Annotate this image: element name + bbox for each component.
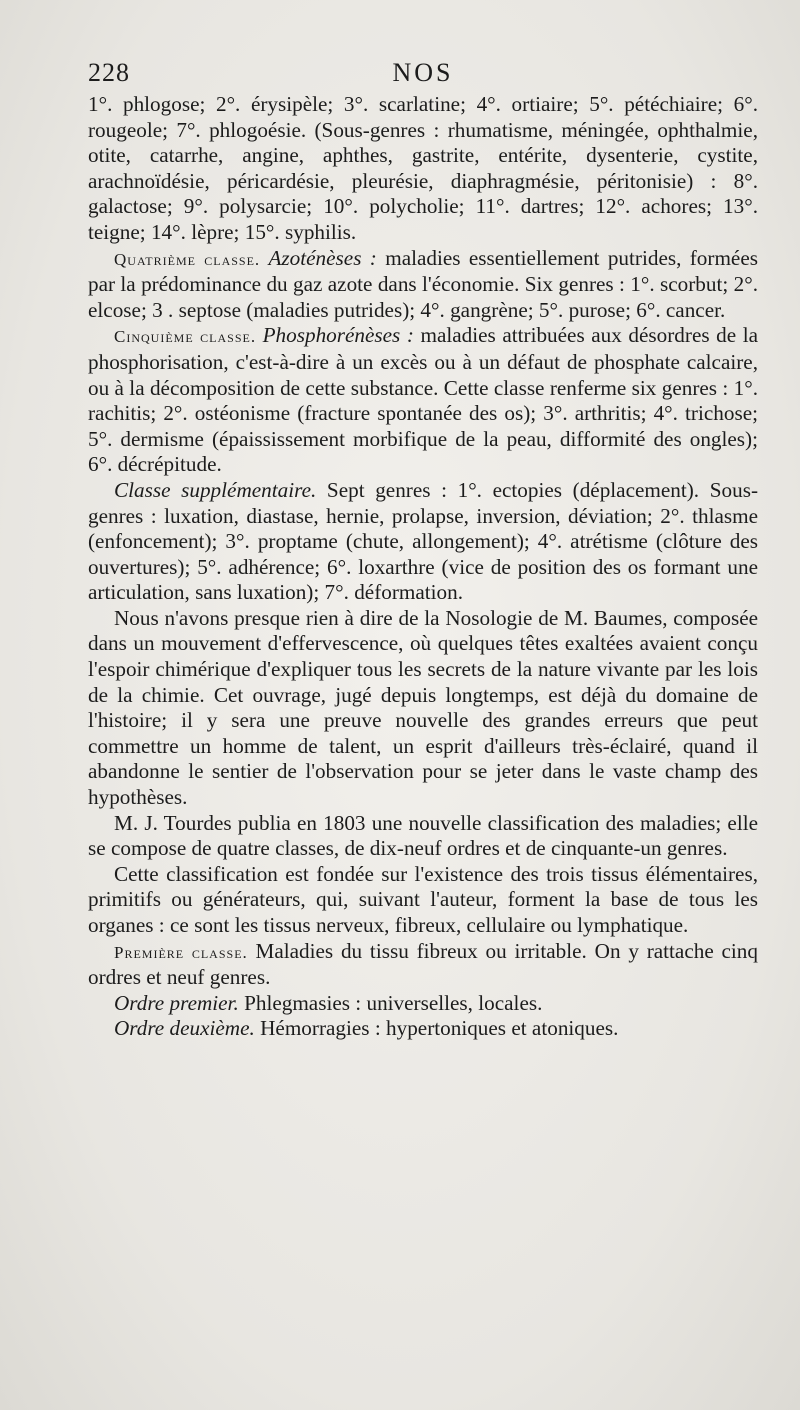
paragraph-text: Hémorragies : hypertoniques et atoniques. [260,1016,619,1041]
paragraph-genre-list [88,92,758,246]
paragraph-classification [88,862,758,939]
paragraph-classe-supplementaire [88,478,758,606]
class-name: Phosphorénèses : [262,323,421,348]
paragraph-text: Cette classification est fondée sur l'existence des trois tissus élémentaires, primitifs ou générateurs, qui, suivant l'auteur, forment la base de tous les organes : ce sont les tissus nerveux, fibreux, cellulaire ou lymphatique. [88,861,758,937]
class-label: Première classe. [114,942,256,962]
paragraph-text: maladies essentiellement putrides, formées par la prédominance du gaz azote dans l'économie. Six genres : 1°. scorbut; 2°. elcose; 3 . septose (maladies putrides); 4°. gangrène; 5°. purose; 6°. cancer. [88,245,758,322]
class-name: Azoténèses : [268,245,386,270]
paragraph-cinquieme-classe [88,323,758,478]
paragraph-text: M. J. Tourdes publia en 1803 une nouvelle classification des maladies; elle se compose de quatre classes, de dix-neuf ordres et de cinquante-un genres. [88,810,758,861]
paragraph-quatrieme-classe [88,246,758,324]
running-head: NOS [392,58,454,87]
paragraph-text: Phlegmasies : universelles, locales. [244,990,543,1015]
paragraph-text: Nous n'avons presque rien à dire de la Nosologie de M. Baumes, composée dans un mouvement d'effervescence, où quelques têtes exaltées avaient conçu l'espoir chimérique d'expliquer tous les secrets de la nature vivante par les lois de la chimie. Cet ouvrage, jugé depuis longtemps, est déjà du domaine de l'histoire; il y sera une preuve nouvelle des grandes erreurs que peut commettre un homme de talent, un esprit d'ailleurs très-éclairé, quand il abandonne le sentier de l'observation pour se jeter dans le vaste champ des hypothèses. [88,605,758,810]
paragraph-text: 1°. phlogose; 2°. érysipèle; 3°. scarlatine; 4°. ortiaire; 5°. pétéchiaire; 6°. rougeole; 7°. phlogoésie. (Sous-genres : rhumatisme, méningée, ophthalmie, otite, catarrhe, angine, aphthes, gastrite, entérite, dysenterie, cystite, arachnoïdésie, péricardésie, pleurésie, diaphragmésie, péritonisie) : 8°. galactose; 9°. polysarcie; 10°. polycholie; 11°. dartres; 12°. achores; 13°. teigne; 14°. lèpre; 15°. syphilis. [88,92,758,244]
body-text [88,92,758,1042]
paragraph-baumes [88,606,758,811]
page-header [88,58,758,92]
paragraph-premiere-classe [88,939,758,991]
paragraph-text: Sept genres : 1°. ectopies (déplacement). Sous-genres : luxation, diastase, hernie, prolapse, inversion, déviation; 2°. thlasme (enfoncement); 3°. proptame (chute, allongement); 4°. atrétisme (clôture des ouvertures); 5°. adhérence; 6°. loxarthre (vice de position des os formant une articulation, sans luxation); 7°. déformation. [88,477,759,605]
page-number: 228 [88,58,130,87]
order-name: Ordre premier. [114,990,245,1015]
paragraph-text: maladies attribuées aux désordres de la phosphorisation, c'est-à-dire à un excès ou à un défaut de phosphate calcaire, ou à la décomposition de cette substance. Cette classe renferme six genres : 1°. rachitis; 2°. ostéonisme (fracture spontanée des os); 3°. arthritis; 4°. trichose; 5°. dermisme (épaississement morbifique de la peau, difformité des ongles); 6°. décrépitude. [88,323,758,477]
class-label: Quatrième classe. [114,249,269,269]
paragraph-tourdes [88,811,758,862]
paragraph-text: Maladies du tissu fibreux ou irritable. On y rattache cinq ordres et neuf genres. [88,938,758,990]
class-name: Classe supplémentaire. [114,477,327,502]
paragraph-ordre-deuxieme [88,1016,758,1042]
paragraph-ordre-premier [88,991,758,1017]
order-name: Ordre deuxième. [114,1016,261,1041]
class-label: Cinquième classe. [114,327,263,347]
